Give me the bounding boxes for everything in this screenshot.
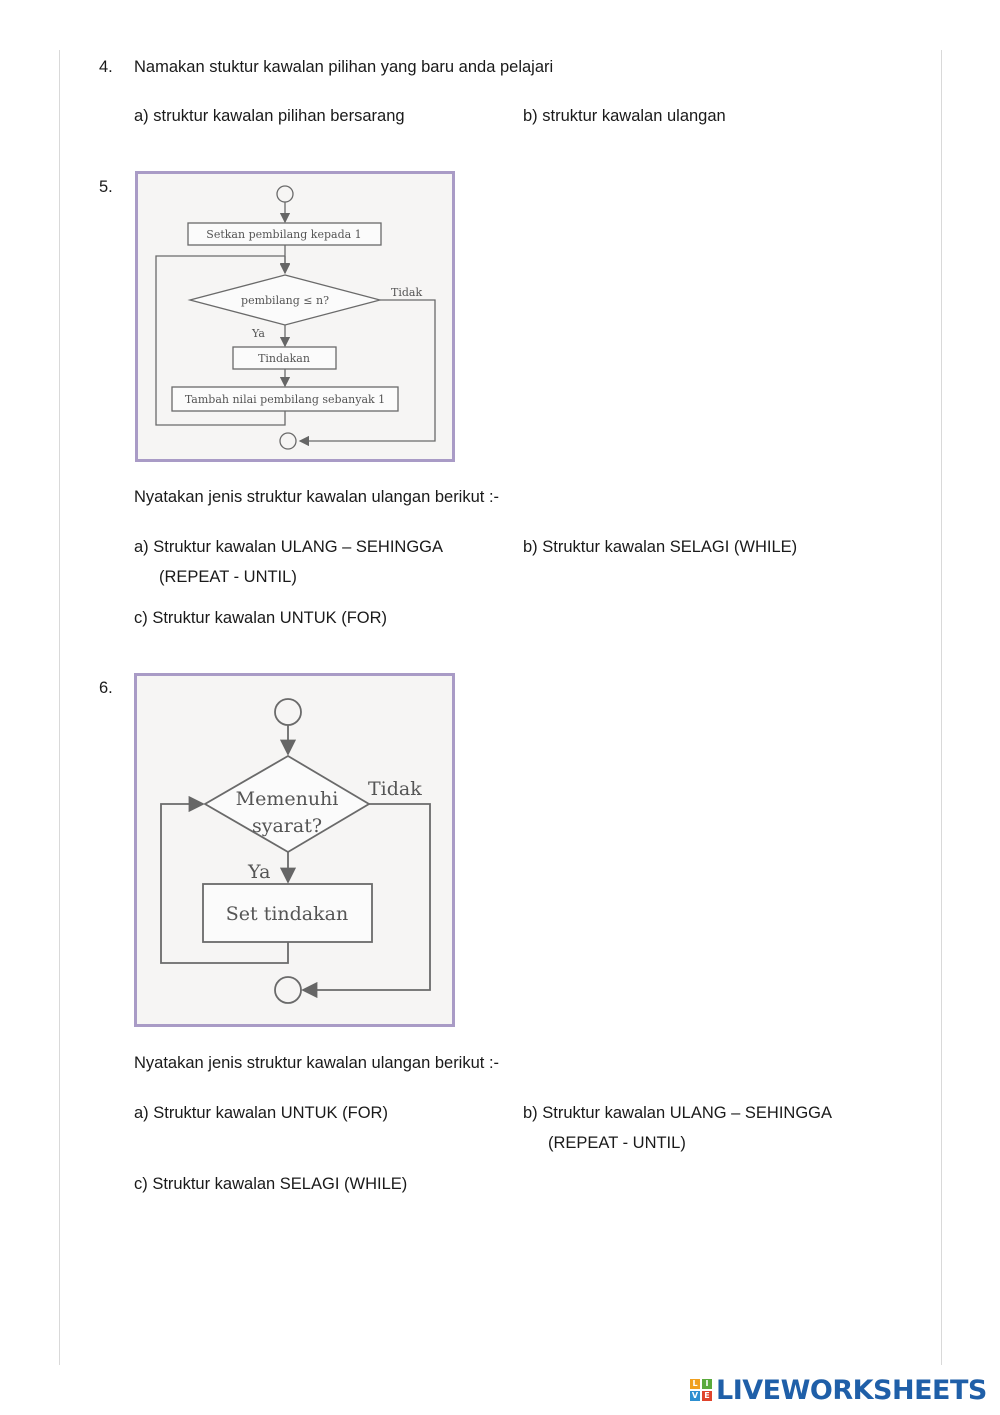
- q5-end-terminal: [280, 433, 296, 449]
- q5-option-a-line1: a) Struktur kawalan ULANG – SEHINGGA: [134, 538, 444, 556]
- logo-mark-icon: [690, 1379, 712, 1401]
- q5-decision-label: pembilang ≤ n?: [241, 294, 329, 307]
- q4-question: Namakan stuktur kawalan pilihan yang baru anda pelajari: [134, 58, 554, 76]
- q6-no-label: Tidak: [368, 778, 422, 800]
- q6-option-b-line2: (REPEAT - UNTIL): [548, 1134, 686, 1152]
- q5-option-c: c) Struktur kawalan UNTUK (FOR): [134, 609, 388, 627]
- q4-number: 4.: [99, 58, 113, 76]
- q5-yes-label: Ya: [252, 327, 265, 340]
- q5-flowchart: [135, 171, 455, 462]
- q5-flowchart-svg: [138, 174, 452, 459]
- q6-option-b-line1: b) Struktur kawalan ULANG – SEHINGGA: [523, 1104, 833, 1122]
- q6-number: 6.: [99, 679, 113, 697]
- q5-action-label: Tindakan: [258, 352, 310, 365]
- q6-decision-label-line2: syarat?: [251, 815, 323, 837]
- q5-option-a-line2: (REPEAT - UNTIL): [159, 568, 297, 586]
- q5-init-label: Setkan pembilang kepada 1: [206, 228, 362, 241]
- liveworksheets-logo[interactable]: [690, 1372, 987, 1408]
- right-margin-line: [941, 50, 942, 1365]
- q5-exit-line: [300, 300, 435, 441]
- q5-increment-label: Tambah nilai pembilang sebanyak 1: [184, 393, 386, 406]
- logo-letter-e: E: [702, 1391, 712, 1401]
- q6-start-terminal: [275, 699, 301, 725]
- q6-flowchart-svg: [137, 676, 452, 1024]
- q6-option-a: a) Struktur kawalan UNTUK (FOR): [134, 1104, 388, 1122]
- q5-no-label: Tidak: [391, 286, 423, 299]
- logo-wordmark: LIVEWORKSHEETS: [716, 1374, 987, 1406]
- left-margin-line: [59, 50, 60, 1365]
- q6-decision-label-line1: Memenuhi: [235, 788, 339, 810]
- logo-letter-i: I: [702, 1379, 712, 1389]
- q5-option-b: b) Struktur kawalan SELAGI (WHILE): [523, 538, 798, 556]
- q6-flowchart: [134, 673, 455, 1027]
- q6-prompt: Nyatakan jenis struktur kawalan ulangan berikut :-: [134, 1054, 500, 1072]
- q6-end-terminal: [275, 977, 301, 1003]
- logo-letter-l: L: [690, 1379, 700, 1389]
- q4-answer-a: a) struktur kawalan pilihan bersarang: [134, 107, 405, 125]
- q4-answer-b: b) struktur kawalan ulangan: [523, 107, 726, 125]
- q6-yes-label: Ya: [248, 861, 271, 883]
- q5-number: 5.: [99, 178, 113, 196]
- logo-letter-v: V: [691, 1391, 699, 1400]
- q6-option-c: c) Struktur kawalan SELAGI (WHILE): [134, 1175, 408, 1193]
- q6-action-label: Set tindakan: [225, 903, 349, 925]
- q5-start-terminal: [277, 186, 293, 202]
- q5-prompt: Nyatakan jenis struktur kawalan ulangan berikut :-: [134, 488, 500, 506]
